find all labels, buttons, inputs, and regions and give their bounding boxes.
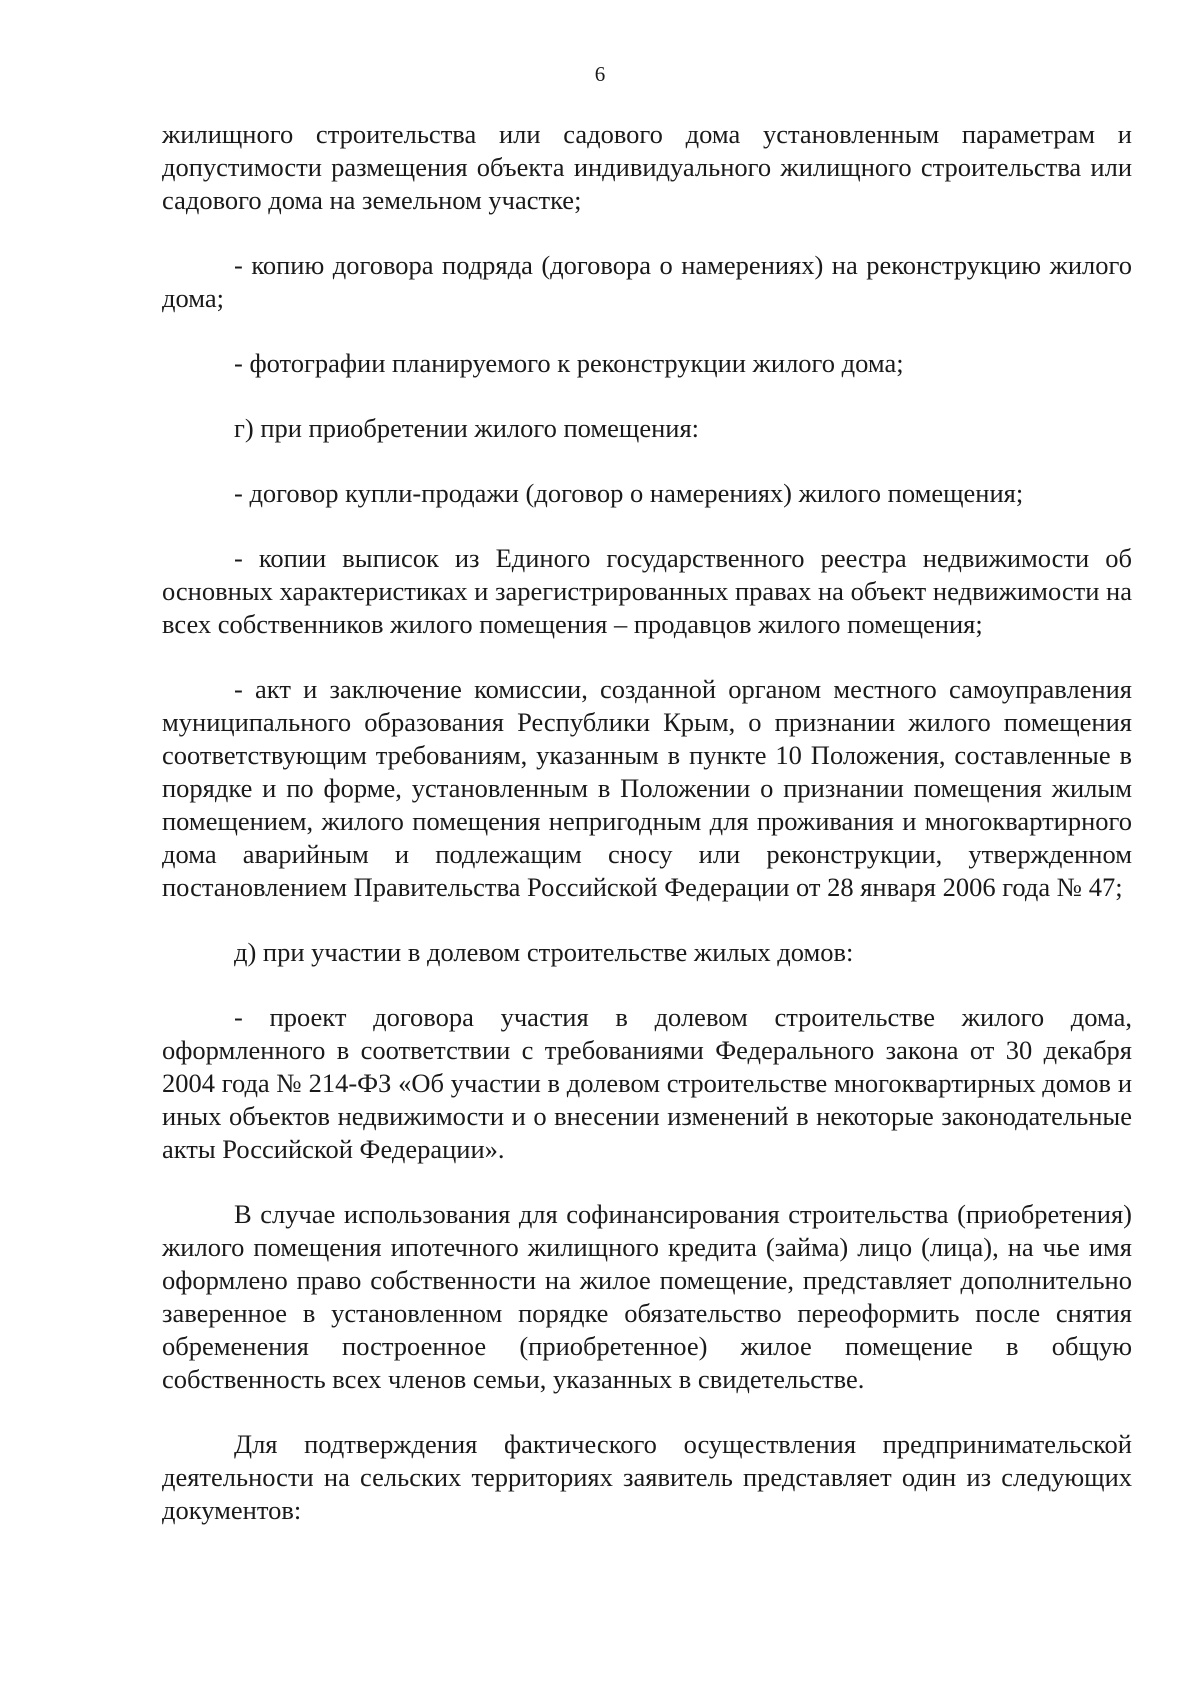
paragraph-business-confirmation: Для подтверждения фактического осуществления предпринимательской деятельности на сельских территориях заявитель представляет один из следующих документов: [162, 1429, 1132, 1525]
paragraph-commission-act: - акт и заключение комиссии, созданной органом местного самоуправления муниципального образования Республики Крым, о признании жилого помещения соответствующим требованиям, указанным в пункте 10 Положения, составленные в порядке и по форме, установленным в Положении о признании помещения жилым помещением, жилого помещения непригодным для проживания и многоквартирного дома аварийным и подлежащим сносу или реконструкции, утвержденном постановлением Правительства Российской Федерации от 28 января 2006 года № 47; [162, 674, 1132, 902]
paragraph-shared-construction-contract: - проект договора участия в долевом строительстве жилого дома, оформленного в соответствии с требованиями Федерального закона от 30 декабря 2004 года № 214-ФЗ «Об участии в долевом строительстве многоквартирных домов и иных объектов недвижимости и о внесении изменений в некоторые законодательные акты Российской Федерации». [162, 1002, 1132, 1164]
paragraph-continuation: жилищного строительства или садового дома установленным параметрам и допустимости размещения объекта индивидуального жилищного строительства или садового дома на земельном участке; [162, 119, 1132, 215]
document-body [162, 118, 1132, 1527]
paragraph-mortgage-obligation: В случае использования для софинансирования строительства (приобретения) жилого помещения ипотечного жилищного кредита (займа) лицо (лица), на чье имя оформлено право собственности на жилое помещение, представляет дополнительно заверенное в установленном порядке обязательство переоформить после снятия обременения построенное (приобретенное) жилое помещение в общую собственность всех членов семьи, указанных в свидетельстве. [162, 1199, 1132, 1394]
paragraph-shared-construction-heading: д) при участии в долевом строительстве жилых домов: [234, 937, 854, 967]
paragraph-purchase-heading: г) при приобретении жилого помещения: [234, 413, 700, 443]
page-number: 6 [594, 62, 606, 86]
paragraph-contract-copy: - копию договора подряда (договора о намерениях) на реконструкцию жилого дома; [162, 250, 1132, 313]
paragraph-sale-contract: - договор купли-продажи (договор о намерениях) жилого помещения; [234, 478, 1024, 508]
paragraph-photos: - фотографии планируемого к реконструкции жилого дома; [234, 348, 904, 378]
paragraph-registry-extracts: - копии выписок из Единого государственного реестра недвижимости об основных характеристиках и зарегистрированных правах на объект недвижимости на всех собственников жилого помещения – продавцов жилого помещения; [162, 543, 1132, 639]
